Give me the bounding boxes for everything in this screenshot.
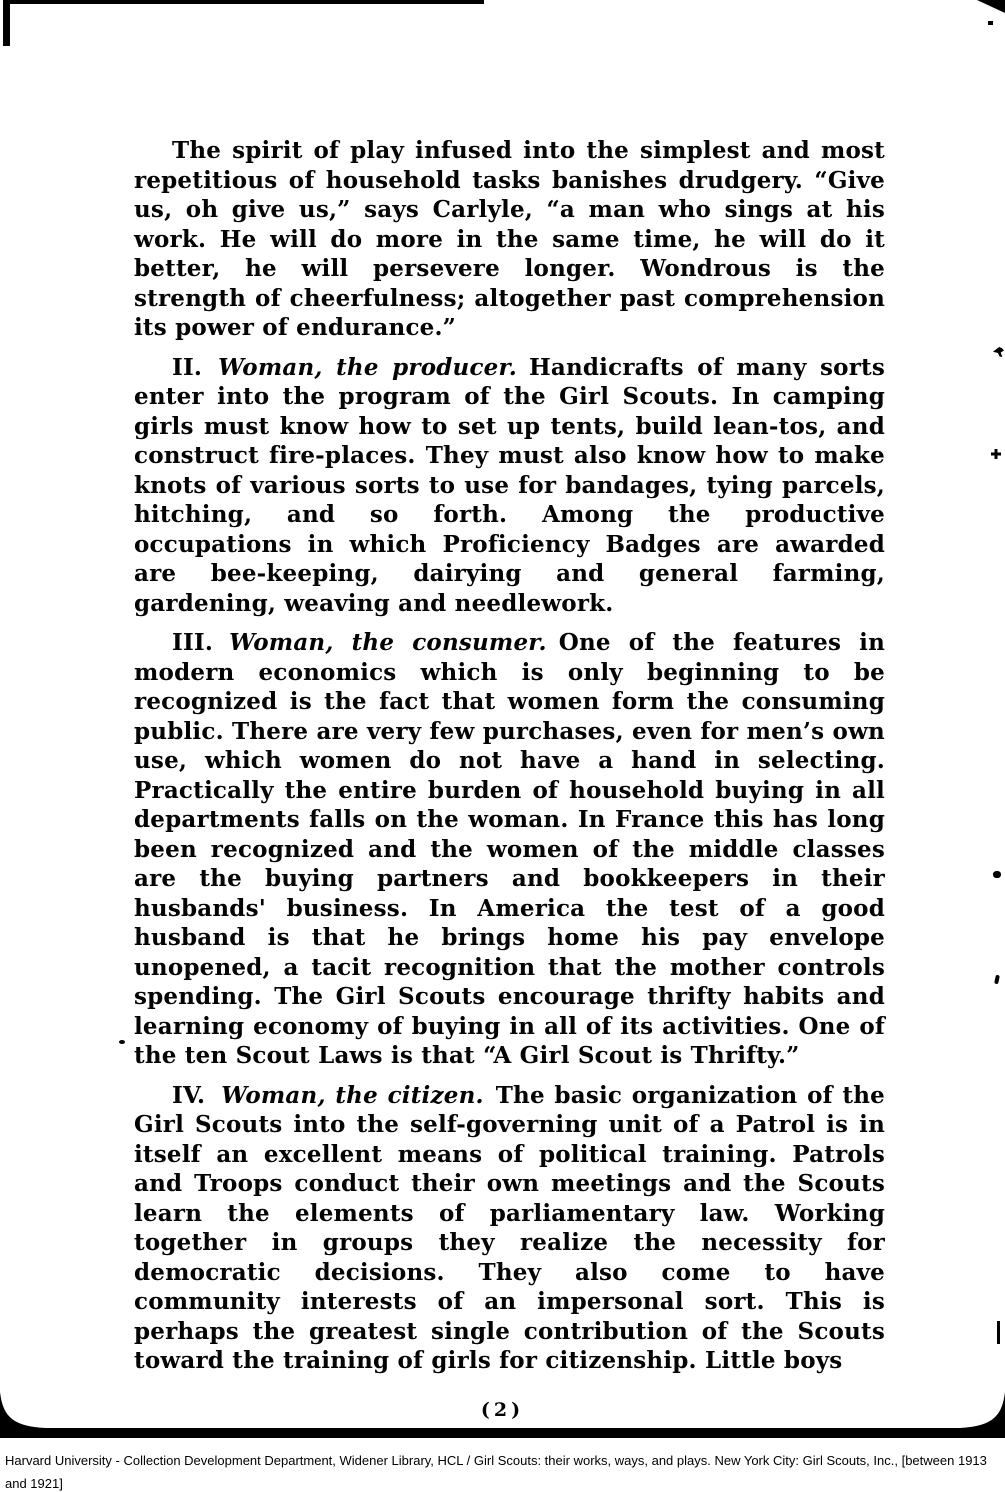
- scan-artifact-right-speck-2: [991, 449, 1001, 459]
- paragraph-ii: [134, 353, 885, 619]
- scan-artifact-right-speck-3: [993, 871, 1001, 878]
- attribution-caption: Harvard University - Collection Development Department, Widener Library, HCL / Girl Scouts: their works, ways, and plays. New York City: Girl Scouts, Inc., [between 1913 and 1921]: [5, 1453, 987, 1491]
- body-text: [134, 136, 885, 1386]
- paragraph-body: The spirit of play infused into the simplest and most repetitious of household tasks banishes drudgery. “Give us, oh give us,” says Carlyle, “a man who sings at his work. He will do more in the same time, he will do it better, he will persevere longer. Wondrous is the strength of cheerfulness; altogether past comprehension its power of endurance.”: [134, 137, 885, 341]
- paragraph-numeral: II.: [172, 353, 203, 381]
- paragraph-numeral: IV.: [172, 1081, 206, 1109]
- paragraph-body: The basic organization of the Girl Scouts into the self-governing unit of a Patrol is in itself an excellent means of political training. Patrols and Troops conduct their own meetings and the Scouts learn the elements of parliamentary law. Working together in groups they realize the necessity for democratic decisions. They also come to have community interests of an impersonal sort. This is perhaps the greatest single contribution of the Scouts toward the training of girls for citizenship. Little boys: [134, 1081, 885, 1374]
- scan-artifact-top-right-dot: [988, 21, 993, 25]
- paragraph-title: Woman, the consumer.: [229, 629, 547, 656]
- scan-artifact-left-edge-bar: [3, 0, 10, 46]
- paragraph-intro: [134, 136, 885, 343]
- paragraph-title: Woman, the citizen.: [221, 1081, 484, 1109]
- scan-artifact-left-margin-dot: [119, 1040, 125, 1044]
- scan-artifact-top-right-corner: [977, 0, 1005, 13]
- paragraph-numeral: III.: [172, 629, 214, 656]
- scan-artifact-right-speck-1: [993, 347, 1004, 357]
- scan-artifact-right-edge-bar: [997, 1321, 1000, 1344]
- page-number: (2): [480, 1399, 525, 1421]
- paragraph-iii: [134, 628, 885, 1071]
- paragraph-body: One of the features in modern economics which is only beginning to be recognized is the fact that women form the consuming public. There are very few purchases, even for men’s own use, which women do not have a hand in selecting. Practically the entire burden of household buying in all departments falls on the woman. In France this has long been recognized and the women of the middle classes are the buying partners and bookkeepers in their husbands' business. In America the test of a good husband is that he brings home his pay envelope unopened, a tacit recognition that the mother controls spending. The Girl Scouts encourage thrifty habits and learning economy of buying in all of its activities. One of the ten Scout Laws is that “A Girl Scout is Thrifty.”: [134, 629, 885, 1069]
- paragraph-title: Woman, the producer.: [218, 353, 517, 381]
- scan-artifact-right-speck-4: [994, 975, 1000, 985]
- paragraph-iv: [134, 1081, 885, 1376]
- scan-artifact-top-edge-line: [5, 0, 484, 4]
- paragraph-body: Handicrafts of many sorts enter into the program of the Girl Scouts. In camping girls must know how to set up tents, build lean-tos, and construct fire-places. They must also know how to make knots of various sorts to use for bandages, tying parcels, hitching, and so forth. Among the productive occupations in which Proficiency Badges are awarded are bee-keeping, dairying and general farming, gardening, weaving and needlework.: [134, 353, 885, 617]
